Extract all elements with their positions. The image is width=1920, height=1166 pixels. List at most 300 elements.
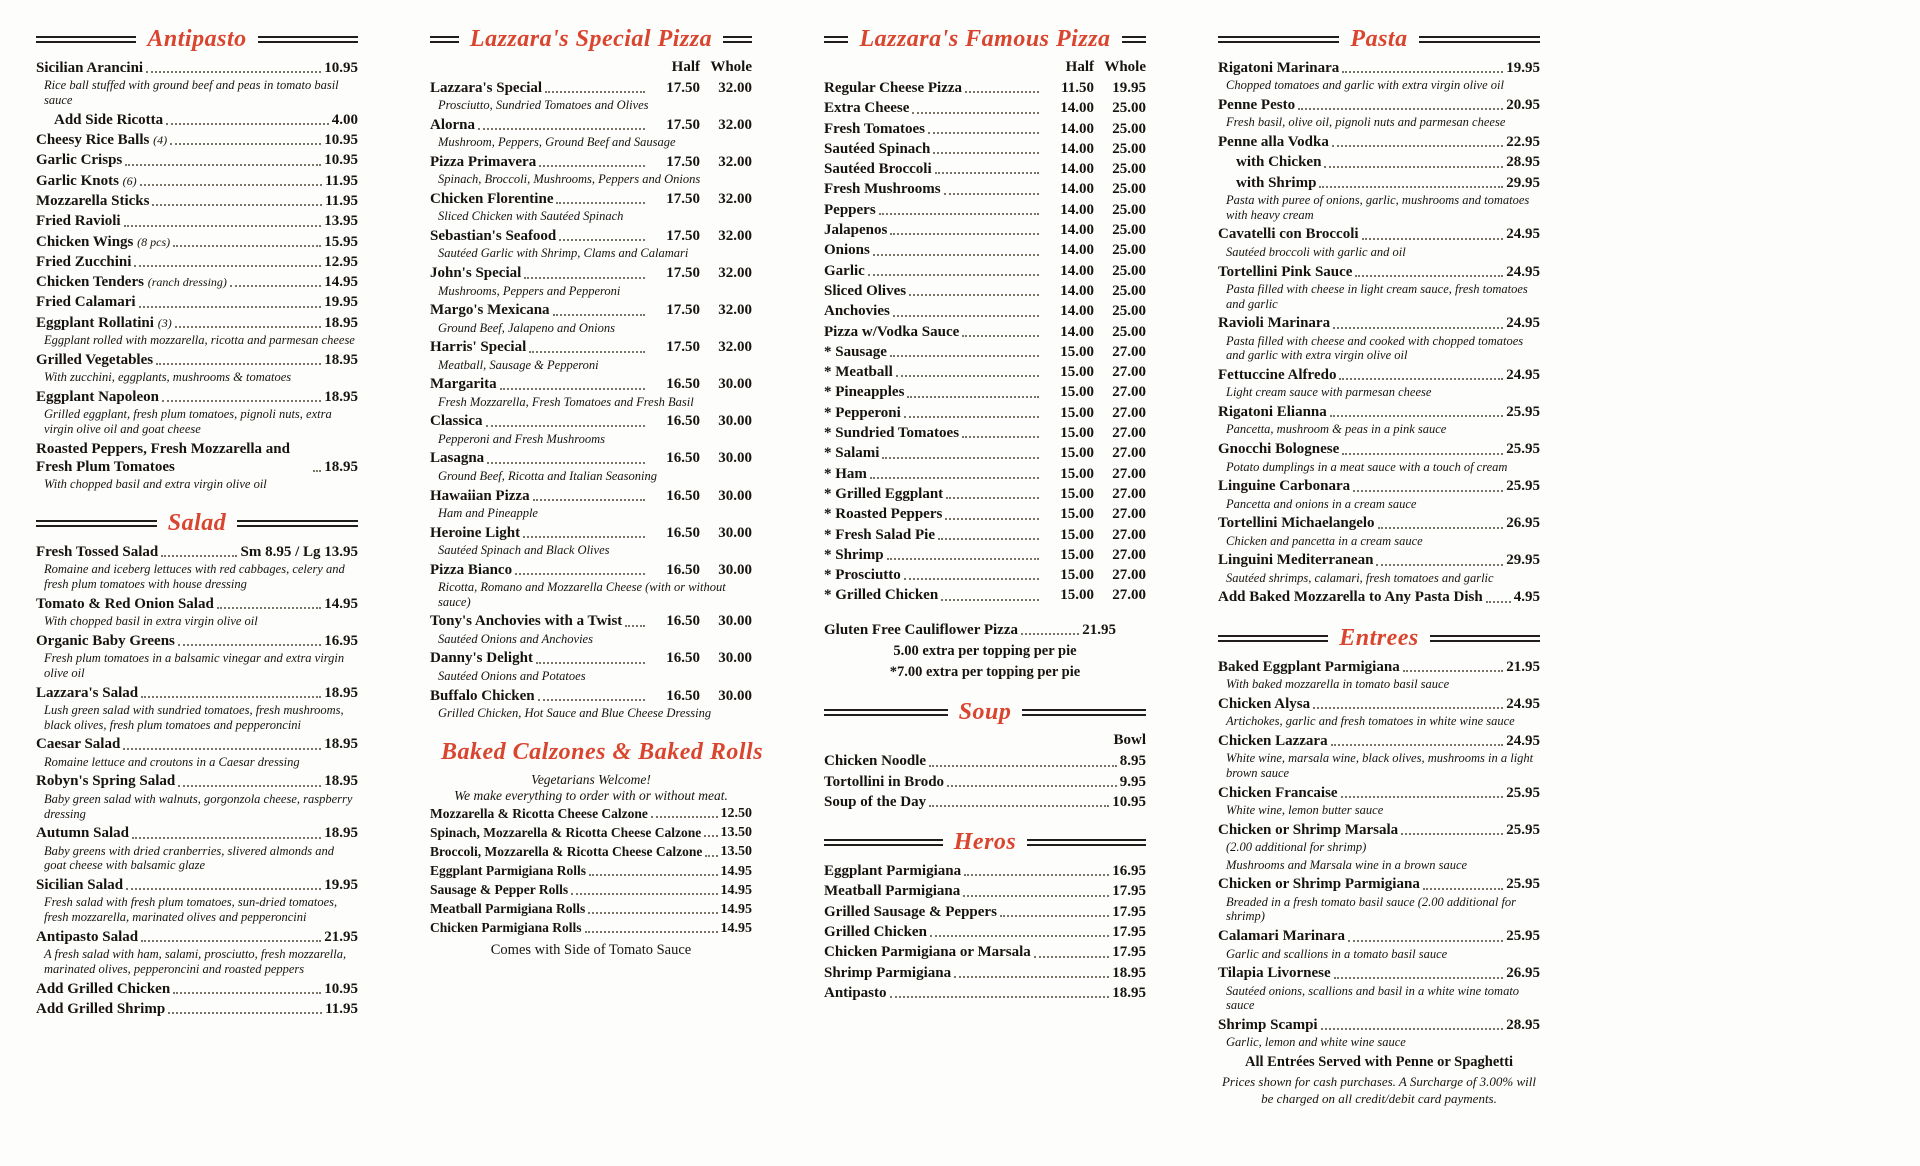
- section-header: [1218, 625, 1540, 652]
- item-name: [1218, 514, 1375, 532]
- item-qualifier: (8 pcs): [137, 234, 171, 249]
- item-name-text: Add Side Ricotta: [54, 111, 164, 128]
- item-price-whole: 30.00: [718, 413, 752, 430]
- item-description: Sautéed Spinach and Black Olives: [438, 542, 610, 557]
- item-name: [1218, 875, 1420, 893]
- item-price-whole: 32.00: [718, 117, 752, 134]
- menu-item-row: [824, 343, 1146, 361]
- menu-item-row: [824, 444, 1146, 462]
- item-price: 19.95: [324, 877, 358, 894]
- menu-item: [36, 735, 358, 769]
- item-name: [430, 449, 484, 467]
- item-price: 10.95: [324, 60, 358, 76]
- item-name: [824, 984, 887, 1002]
- item-price-whole: 25.00: [1112, 242, 1146, 259]
- menu-item-row: [1218, 59, 1540, 77]
- item-name-text: with Shrimp: [1236, 174, 1317, 191]
- item-price-whole: 25.00: [1112, 181, 1146, 198]
- item-price-half: 16.50: [666, 687, 700, 704]
- item-name: [1218, 477, 1350, 495]
- menu-item-row: [824, 465, 1146, 483]
- item-price: 18.95: [1112, 964, 1146, 981]
- dotted-leader: [909, 294, 1039, 296]
- item-price-whole: 30.00: [718, 450, 752, 467]
- menu-item-row: [36, 273, 358, 291]
- item-name: [36, 151, 122, 169]
- dotted-leader: [538, 699, 645, 701]
- dotted-leader: [588, 912, 717, 914]
- item-price-half: 16.50: [666, 487, 700, 504]
- menu-item-row: [1218, 403, 1540, 421]
- menu-section: [36, 510, 358, 1018]
- menu-item: [824, 221, 1146, 239]
- menu-section: [824, 699, 1146, 811]
- item-name: [1218, 263, 1352, 281]
- menu-item-row: [430, 920, 752, 937]
- item-price: 21.95: [324, 928, 358, 945]
- item-name-text: * Sundried Tomatoes: [824, 425, 960, 442]
- item-name-text: Fresh Mushrooms: [824, 181, 941, 198]
- dotted-leader: [141, 940, 321, 942]
- item-name: [430, 901, 585, 917]
- item-name: [824, 505, 942, 523]
- menu-item-row: [824, 180, 1146, 198]
- item-description: White wine, lemon butter sauce: [1226, 802, 1384, 817]
- item-name-text: Autumn Salad: [36, 825, 129, 842]
- dotted-leader: [1034, 956, 1109, 958]
- menu-item-row: [824, 903, 1146, 921]
- dotted-leader: [585, 931, 718, 933]
- dotted-leader: [1021, 633, 1079, 635]
- dotted-leader: [539, 165, 645, 167]
- dotted-leader: [868, 274, 1039, 276]
- item-name-text: Lazzara's Salad: [36, 684, 139, 701]
- item-name-text: Caesar Salad: [36, 736, 121, 753]
- price-column-label: Whole: [710, 59, 752, 75]
- item-name: [36, 293, 136, 311]
- item-name: [824, 485, 943, 503]
- menu-item: [430, 412, 752, 446]
- item-name-text: * Prosciutto: [824, 567, 901, 584]
- dotted-leader: [1348, 940, 1503, 942]
- item-description: Lush green salad with sundried tomatoes, fresh mushrooms, black olives, fresh plum tomatoes and pepperoncini: [44, 702, 344, 732]
- item-description: Mushrooms, Peppers and Pepperoni: [438, 283, 621, 298]
- item-name: [430, 116, 475, 134]
- item-name-text: Classica: [430, 413, 483, 430]
- dotted-leader: [1298, 108, 1503, 110]
- item-name-text: Linguini Mediterranean: [1218, 552, 1374, 569]
- item-price-half: 14.00: [1060, 323, 1094, 340]
- dotted-leader: [500, 388, 645, 390]
- menu-item: [430, 227, 752, 261]
- item-name: [430, 264, 521, 282]
- item-name-text: * Meatball: [824, 364, 893, 381]
- item-name: [824, 964, 951, 982]
- item-name: [36, 273, 227, 291]
- item-name: [1218, 225, 1359, 243]
- menu-item-row: [36, 772, 358, 790]
- menu-item: [824, 943, 1146, 961]
- item-price-whole: 32.00: [718, 154, 752, 171]
- item-name: [1218, 1016, 1318, 1034]
- dotted-leader: [146, 71, 321, 73]
- dotted-leader: [313, 470, 321, 472]
- item-price-whole: 27.00: [1112, 546, 1146, 563]
- section-title: Lazzara's Famous Pizza: [859, 26, 1111, 52]
- item-price-whole: 32.00: [718, 191, 752, 208]
- item-name-text: Fettuccine Alfredo: [1218, 367, 1337, 384]
- section-rule-right: [237, 520, 358, 527]
- item-price-whole: 25.00: [1112, 282, 1146, 299]
- item-price: Sm 8.95 / Lg 13.95: [240, 544, 358, 560]
- item-price: 19.95: [1506, 60, 1540, 76]
- menu-item: [1218, 59, 1540, 93]
- item-name-text: Tilapia Livornese: [1218, 965, 1331, 982]
- item-description: Grilled Chicken, Hot Sauce and Blue Cheese Dressing: [438, 705, 712, 720]
- menu-item: [36, 131, 358, 149]
- item-price-whole: 30.00: [718, 376, 752, 393]
- menu-item: [1218, 732, 1540, 781]
- menu-item: [824, 526, 1146, 544]
- menu-item: [430, 190, 752, 224]
- dotted-leader: [553, 314, 645, 316]
- item-name-text: Margo's Mexicana: [430, 302, 550, 319]
- dotted-leader: [1339, 378, 1503, 380]
- menu-item: [824, 120, 1146, 138]
- price-column-headers: [824, 732, 1146, 749]
- item-description: Pasta filled with cheese and cooked with chopped tomatoes and garlic with extra virgin olive oil: [1226, 333, 1524, 363]
- dotted-leader: [1330, 415, 1503, 417]
- menu-item: [1218, 784, 1540, 818]
- dotted-leader: [178, 644, 321, 646]
- dotted-leader: [946, 497, 1039, 499]
- item-price-whole: 30.00: [718, 613, 752, 630]
- item-name: [36, 233, 170, 251]
- menu-item-row: [824, 424, 1146, 442]
- menu-item-row: [430, 649, 752, 667]
- item-name-text: Eggplant Parmigiana: [824, 863, 962, 880]
- item-price: 24.95: [1506, 263, 1540, 280]
- item-description: Fresh Mozzarella, Fresh Tomatoes and Fresh Basil: [438, 394, 694, 409]
- dotted-leader: [486, 425, 646, 427]
- item-name-text: Meatball Parmigiana Rolls: [430, 901, 586, 917]
- dotted-leader: [965, 91, 1039, 93]
- item-name-text: Add Baked Mozzarella to Any Pasta Dish: [1218, 589, 1483, 606]
- item-name-text: Garlic Crisps: [36, 152, 123, 169]
- item-name-text: Antipasto Salad: [36, 928, 139, 945]
- item-name-text: Fresh Tossed Salad: [36, 544, 159, 560]
- dotted-leader: [166, 123, 329, 125]
- dotted-leader: [1423, 888, 1503, 890]
- menu-item-row: [430, 805, 752, 822]
- item-description: Chicken and pancetta in a cream sauce: [1226, 533, 1423, 548]
- item-price-half: 17.50: [666, 191, 700, 208]
- menu-item: [824, 201, 1146, 219]
- item-description: Prosciutto, Sundried Tomatoes and Olives: [438, 98, 649, 113]
- menu-item: [36, 293, 358, 311]
- item-name-text: * Sausage: [824, 343, 887, 360]
- item-name: [430, 806, 648, 822]
- item-name-text: Garlic: [824, 262, 865, 279]
- item-name: [430, 153, 536, 171]
- menu-item: [824, 485, 1146, 503]
- menu-item: [36, 595, 358, 629]
- dotted-leader: [487, 462, 645, 464]
- menu-item: [36, 273, 358, 291]
- menu-item: [824, 882, 1146, 900]
- item-name: [430, 301, 550, 319]
- item-name: [824, 773, 944, 791]
- menu-item-row: [430, 227, 752, 245]
- item-name-text: Sautéed Spinach: [824, 140, 931, 157]
- item-name-text: Tortellini Michaelangelo: [1218, 515, 1375, 532]
- item-price-whole: 25.00: [1112, 222, 1146, 239]
- menu-item: [1218, 96, 1540, 130]
- item-description: Sautéed Onions and Potatoes: [438, 668, 586, 683]
- dotted-leader: [933, 152, 1039, 154]
- item-name-text: Fried Ravioli: [36, 213, 121, 230]
- menu-item-row: [36, 388, 358, 406]
- item-description: Fresh basil, olive oil, pignoli nuts and parmesan cheese: [1226, 115, 1506, 130]
- menu-section: [36, 26, 358, 492]
- item-name-text: Chicken Noodle: [824, 753, 927, 770]
- dotted-leader: [559, 239, 645, 241]
- menu-item-row: [430, 338, 752, 356]
- dotted-leader: [887, 558, 1039, 560]
- item-description: (2.00 additional for shrimp): [1226, 839, 1367, 854]
- item-name-text: Rigatoni Elianna: [1218, 404, 1327, 421]
- item-name-text: Pizza Primavera: [430, 154, 537, 171]
- item-name: [824, 943, 1031, 961]
- dotted-leader: [1376, 564, 1503, 566]
- menu-item: [1218, 403, 1540, 437]
- item-name-text: Sliced Olives: [824, 282, 907, 299]
- item-price: 16.95: [324, 632, 358, 649]
- menu-item-row: [824, 546, 1146, 564]
- dotted-leader: [1353, 490, 1503, 492]
- dotted-leader: [162, 400, 321, 402]
- dotted-leader: [941, 599, 1039, 601]
- item-name: [824, 160, 932, 178]
- item-price: 10.95: [1112, 793, 1146, 810]
- item-price-half: 14.00: [1060, 282, 1094, 299]
- dotted-leader: [962, 335, 1039, 337]
- menu-item-row: [430, 375, 752, 393]
- dotted-leader: [954, 976, 1109, 978]
- item-name: [430, 227, 556, 245]
- item-price-whole: 27.00: [1112, 485, 1146, 502]
- item-name-text: * Grilled Chicken: [824, 587, 939, 604]
- item-name-text: Sautéed Broccoli: [824, 161, 932, 178]
- item-name-text: Soup of the Day: [824, 793, 927, 810]
- item-price-half: 15.00: [1060, 425, 1094, 442]
- item-name-text: Extra Cheese: [824, 100, 910, 117]
- section-rule-left: [430, 36, 459, 43]
- menu-item: [36, 351, 358, 385]
- item-price-whole: 30.00: [718, 650, 752, 667]
- item-name-text: Regular Cheese Pizza: [824, 80, 963, 96]
- menu-item-row: [1218, 875, 1540, 893]
- item-name-text: Alorna: [430, 117, 475, 134]
- menu-item: [824, 566, 1146, 584]
- item-name: [824, 120, 925, 138]
- item-name: [36, 595, 214, 613]
- item-price-half: 14.00: [1060, 303, 1094, 320]
- menu-item-row: [36, 172, 358, 190]
- item-description: Ham and Pineapple: [438, 505, 538, 520]
- item-price: 4.95: [1513, 589, 1540, 606]
- item-price: 18.95: [324, 351, 358, 368]
- menu-item: [430, 824, 752, 841]
- item-name: [36, 192, 149, 210]
- item-price: 26.95: [1506, 965, 1540, 982]
- item-name-text: Fried Calamari: [36, 294, 136, 311]
- item-description: Pasta with puree of onions, garlic, mushrooms and tomatoes with heavy cream: [1226, 192, 1530, 222]
- dotted-leader: [141, 696, 321, 698]
- menu-item-row: [36, 632, 358, 650]
- item-price: 14.95: [324, 595, 358, 612]
- item-name: [36, 1000, 165, 1018]
- dotted-leader: [524, 277, 645, 279]
- menu-item: [824, 160, 1146, 178]
- menu-item-row: [430, 901, 752, 918]
- dotted-leader: [1342, 453, 1503, 455]
- item-description: Sautéed Garlic with Shrimp, Clams and Calamari: [438, 246, 689, 261]
- item-price-whole: 32.00: [718, 80, 752, 96]
- menu-item-row: [1218, 551, 1540, 569]
- section-rule-right: [1122, 36, 1146, 43]
- menu-item-row: [36, 59, 358, 77]
- item-price: 17.95: [1112, 903, 1146, 920]
- menu-item-row: [430, 561, 752, 579]
- section-header: [824, 26, 1146, 53]
- item-price-half: 16.50: [666, 413, 700, 430]
- item-price-half: 15.00: [1060, 485, 1094, 502]
- menu-item-row: [430, 487, 752, 505]
- menu-item: [430, 649, 752, 683]
- item-name: [824, 302, 890, 320]
- item-price-half: 15.00: [1060, 384, 1094, 401]
- menu-item: [1218, 133, 1540, 151]
- menu-item-row: [1218, 658, 1540, 676]
- item-price: 21.95: [1506, 658, 1540, 675]
- item-name-text: Pizza Bianco: [430, 561, 513, 578]
- menu-item: [36, 388, 358, 437]
- item-name: [824, 546, 884, 564]
- item-name-text: Tortollini in Brodo: [824, 773, 945, 790]
- dotted-leader: [912, 112, 1039, 114]
- item-description: Fresh salad with fresh plum tomatoes, sun-dried tomatoes, fresh mozzarella, marinated olives and pepperoncini: [44, 895, 338, 925]
- item-price-whole: 32.00: [718, 265, 752, 282]
- menu-item: [824, 621, 1146, 639]
- item-price-whole: 25.00: [1112, 201, 1146, 218]
- item-name-text: Grilled Chicken: [824, 924, 927, 941]
- menu-item: [430, 449, 752, 483]
- menu-item: [824, 363, 1146, 381]
- item-price: 18.95: [324, 388, 358, 405]
- menu-item-row: [824, 404, 1146, 422]
- menu-item-row: [430, 687, 752, 705]
- item-name-text: Sicilian Arancini: [36, 60, 144, 76]
- item-price-half: 16.50: [666, 650, 700, 667]
- dotted-leader: [944, 193, 1039, 195]
- menu-item-row: [36, 233, 358, 251]
- item-description: Meatball, Sausage & Pepperoni: [438, 357, 599, 372]
- item-name: [430, 687, 535, 705]
- item-name: [824, 444, 879, 462]
- section-note-bold: 5.00 extra per topping per pie: [893, 643, 1077, 660]
- menu-item-row: [1218, 440, 1540, 458]
- menu-item-row: [430, 116, 752, 134]
- dotted-leader: [168, 1012, 322, 1014]
- item-price-whole: 27.00: [1112, 425, 1146, 442]
- item-name-text: John's Special: [430, 265, 522, 282]
- item-price-half: 14.00: [1060, 201, 1094, 218]
- menu-item-row: [1218, 1016, 1540, 1034]
- dotted-leader: [1355, 275, 1503, 277]
- dotted-leader: [930, 935, 1109, 937]
- menu-item: [430, 901, 752, 918]
- menu-item-row: [824, 383, 1146, 401]
- menu-item: [36, 772, 358, 821]
- item-name: [824, 79, 962, 97]
- section-rule-left: [824, 36, 848, 43]
- menu-item: [1218, 588, 1540, 606]
- item-name: [824, 241, 870, 259]
- item-price-whole: 32.00: [718, 302, 752, 319]
- menu-item: [36, 59, 358, 108]
- item-price-whole: 27.00: [1112, 343, 1146, 360]
- menu-section: [1218, 625, 1540, 1107]
- menu-item-row: [430, 843, 752, 860]
- item-name-text: * Grilled Eggplant: [824, 485, 944, 502]
- item-name-text: Cavatelli con Broccoli: [1218, 226, 1359, 243]
- menu-item-row: [824, 882, 1146, 900]
- menu-item: [430, 264, 752, 298]
- item-price: 18.95: [324, 825, 358, 842]
- menu-item-row: [36, 212, 358, 230]
- dotted-leader: [139, 306, 322, 308]
- menu-section: [430, 26, 752, 721]
- menu-item-row: [824, 984, 1146, 1002]
- item-name-text: * Pepperoni: [824, 404, 901, 421]
- section-note-bold: *7.00 extra per topping per pie: [889, 664, 1081, 681]
- item-name-text: Gnocchi Bolognese: [1218, 441, 1340, 458]
- item-name: [36, 314, 172, 332]
- dotted-leader: [870, 477, 1039, 479]
- menu-item-row: [36, 293, 358, 311]
- item-name-text: Rigatoni Marinara: [1218, 60, 1340, 76]
- item-name-text: Mozzarella Sticks: [36, 192, 150, 209]
- dotted-leader: [651, 816, 718, 818]
- menu-item-row: [824, 262, 1146, 280]
- item-price: 25.95: [1506, 784, 1540, 801]
- item-qualifier: (ranch dressing): [147, 275, 227, 290]
- menu-item: [1218, 514, 1540, 548]
- item-name: [36, 772, 175, 790]
- item-name: [824, 323, 959, 341]
- item-description: Pasta filled with cheese in light cream sauce, fresh tomatoes and garlic: [1226, 281, 1528, 311]
- menu-item: [824, 505, 1146, 523]
- item-price-half: 17.50: [666, 80, 700, 96]
- item-description: Pancetta, mushroom & peas in a pink sauce: [1226, 422, 1447, 437]
- menu-item-row: [1218, 366, 1540, 384]
- menu-item-row: [1218, 263, 1540, 281]
- menu-item-row: [824, 964, 1146, 982]
- price-column-label: Bowl: [1113, 732, 1146, 749]
- item-description: Fresh plum tomatoes in a balsamic vinegar and extra virgin olive oil: [44, 651, 345, 680]
- menu-item-row: [1218, 225, 1540, 243]
